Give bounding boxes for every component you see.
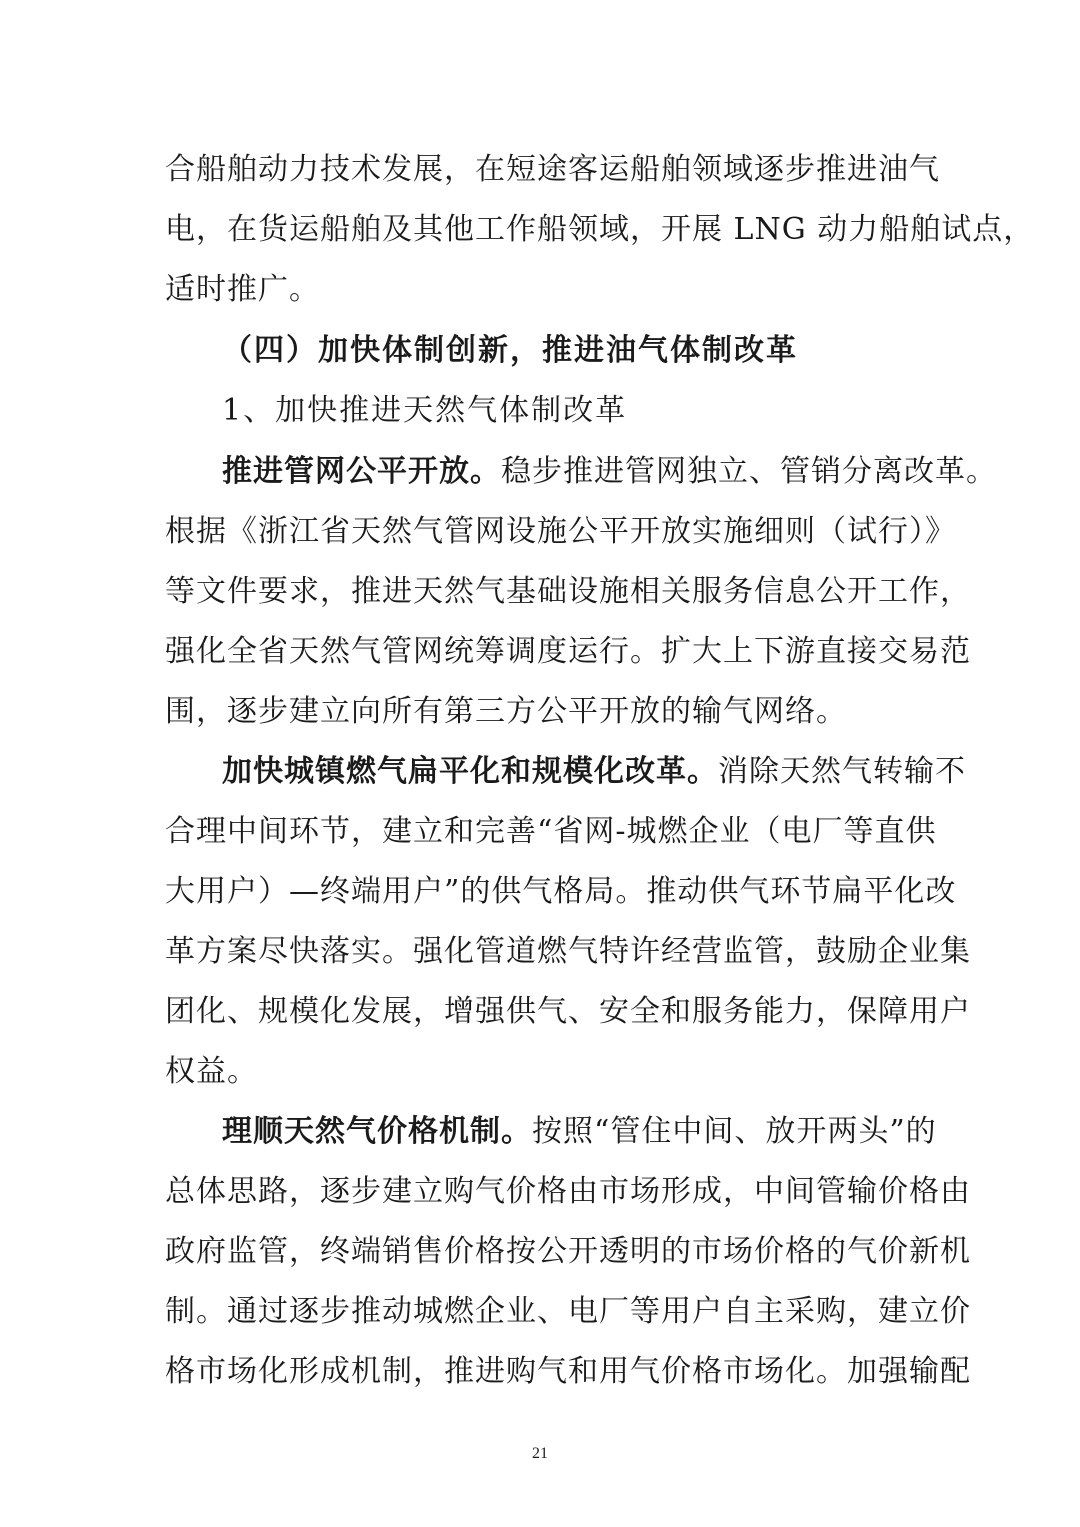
body-line: 总体思路，逐步建立购气价格由市场形成，中间管输价格由 bbox=[165, 1174, 971, 1209]
body-line: 电，在货运船舶及其他工作船领域，开展 LNG 动力船舶试点， bbox=[165, 212, 1035, 247]
body-line: 团化、规模化发展，增强供气、安全和服务能力，保障用户 bbox=[165, 994, 971, 1029]
body-line: 等文件要求，推进天然气基础设施相关服务信息公开工作， bbox=[165, 574, 971, 609]
paragraph-lead: 推进管网公平开放。 bbox=[222, 454, 501, 489]
paragraph-first-line bbox=[222, 752, 966, 792]
body-line: 适时推广。 bbox=[165, 272, 320, 307]
subheading: 1、加快推进天然气体制改革 bbox=[222, 393, 628, 428]
body-line: 革方案尽快落实。强化管道燃气特许经营监管，鼓励企业集 bbox=[165, 934, 971, 969]
body-line: 合理中间环节，建立和完善“省网-城燃企业（电厂等直供 bbox=[165, 814, 937, 849]
body-line: 政府监管，终端销售价格按公开透明的市场价格的气价新机 bbox=[165, 1234, 971, 1269]
paragraph-text: 稳步推进管网独立、管销分离改革。 bbox=[501, 454, 997, 489]
paragraph-lead: 理顺天然气价格机制。 bbox=[222, 1114, 532, 1149]
body-line: 合船舶动力技术发展，在短途客运船舶领域逐步推进油气 bbox=[165, 152, 940, 187]
body-line: 围，逐步建立向所有第三方公平开放的输气网络。 bbox=[165, 694, 847, 729]
body-line: 制。通过逐步推动城燃企业、电厂等用户自主采购，建立价 bbox=[165, 1294, 971, 1329]
body-line: 强化全省天然气管网统筹调度运行。扩大上下游直接交易范 bbox=[165, 634, 971, 669]
paragraph-first-line bbox=[222, 452, 997, 492]
paragraph-text: 消除天然气转输不 bbox=[718, 754, 966, 789]
page-number: 21 bbox=[532, 1445, 548, 1462]
body-line: 权益。 bbox=[165, 1054, 258, 1089]
paragraph-lead: 加快城镇燃气扁平化和规模化改革。 bbox=[222, 754, 718, 789]
paragraph-first-line bbox=[222, 1112, 937, 1152]
paragraph-text: 按照“管住中间、放开两头”的 bbox=[532, 1114, 937, 1149]
body-line: 大用户）—终端用户”的供气格局。推动供气环节扁平化改 bbox=[165, 874, 957, 909]
body-line: 根据《浙江省天然气管网设施公平开放实施细则（试行）》 bbox=[165, 514, 956, 549]
section-heading: （四）加快体制创新，推进油气体制改革 bbox=[222, 333, 798, 368]
body-line: 格市场化形成机制，推进购气和用气价格市场化。加强输配 bbox=[165, 1354, 971, 1389]
